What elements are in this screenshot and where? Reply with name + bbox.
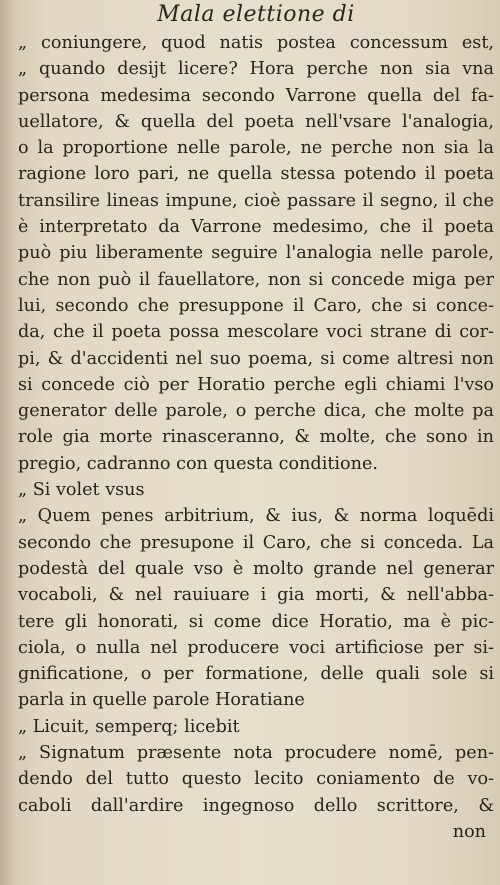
quoted-verse-line: „ Quem penes arbitrium, & ius, & norma loquēdi [18, 506, 494, 527]
text-line: lui, secondo che presuppone il Caro, che si conce- [18, 295, 494, 316]
text-line: caboli dall'ardire ingegnoso dello scrittore, & [18, 795, 494, 816]
text-line: che non può il fauellatore, non si concede miga per [18, 269, 494, 290]
text-line: gnificatione, o per formatione, delle quali sole si [18, 664, 494, 685]
text-line: uellatore, & quella del poeta nell'vsare l'analogia, [18, 111, 494, 132]
text-line: è interpretato da Varrone medesimo, che il poeta [18, 217, 494, 238]
text-line: generator delle parole, o perche dica, che molte pa [18, 401, 494, 422]
text-line: può piu liberamente seguire l'analogia nelle parole, [18, 243, 494, 264]
text-line: „ quando desijt licere? Hora perche non sia vna [18, 59, 494, 80]
text-line: persona medesima secondo Varrone quella del fa- [18, 85, 494, 106]
text-line: o la proportione nelle parole, ne perche non sia la [18, 138, 494, 159]
quoted-verse-line: „ Si volet vsus [18, 480, 145, 501]
text-line: „ coniungere, quod natis postea concessum est, [18, 33, 494, 53]
catchword: non [452, 821, 486, 842]
text-line: ciola, o nulla nel producere voci artificiose per si- [18, 637, 494, 658]
text-line: si concede ciò per Horatio perche egli chiami l'vso [18, 374, 494, 395]
text-line: pi, & d'accidenti nel suo poema, si come altresi non [18, 348, 494, 369]
quoted-verse-line: „ Signatum præsente nota procudere nomē, pen- [18, 743, 494, 764]
text-line: secondo che presupone il Caro, che si conceda. La [18, 532, 494, 553]
running-head: Mala elettione di [157, 2, 355, 27]
text-line: transilire lineas impune, cioè passare il segno, il che [18, 190, 494, 211]
text-line: dendo del tutto questo lecito coniamento de vo- [18, 769, 494, 790]
text-line: tere gli honorati, si come dice Horatio, ma è pic- [18, 611, 494, 632]
text-line: ragione loro pari, ne quella stessa potendo il poeta [18, 164, 494, 185]
quoted-verse-line: „ Licuit, semperq; licebit [18, 716, 240, 737]
text-line: podestà del quale vso è molto grande nel generar [18, 558, 494, 579]
text-line: pregio, cadranno con questa conditione. [18, 453, 378, 474]
text-line: role gia morte rinasceranno, & molte, che sono in [18, 427, 494, 448]
text-line: da, che il poeta possa mescolare voci strane di cor- [18, 322, 494, 343]
text-block [18, 30, 494, 845]
text-line: vocaboli, & nel rauiuare i gia morti, & nell'abba- [18, 585, 494, 606]
text-line: parla in quelle parole Horatiane [18, 690, 305, 711]
